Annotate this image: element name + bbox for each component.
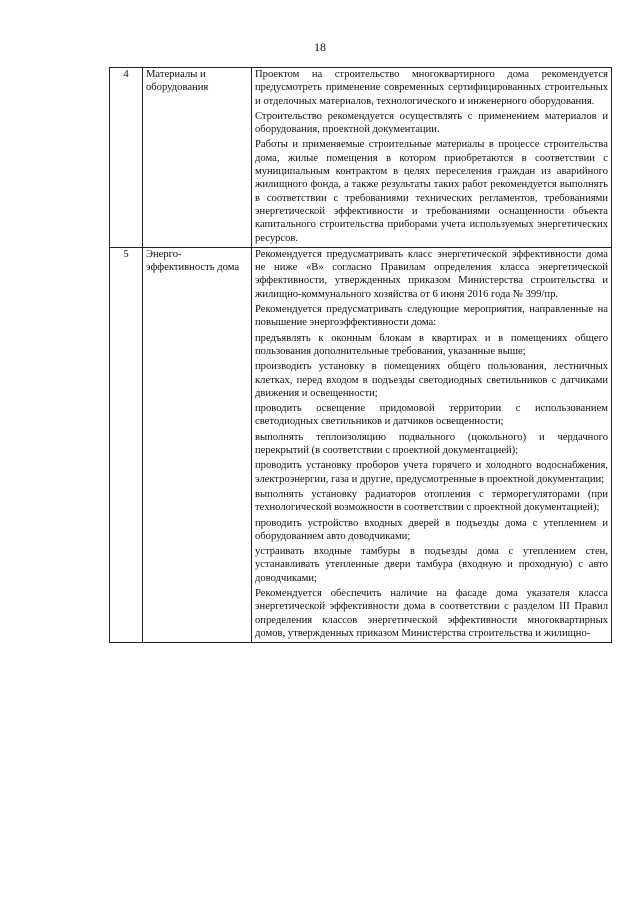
table-row xyxy=(110,247,612,642)
table-row xyxy=(110,68,612,248)
row-content xyxy=(252,68,612,248)
list-item: проводить устройство входных дверей в подъезды дома с утеплением и оборудованием авто доводчиками; xyxy=(255,517,608,542)
list-item: выполнять установку радиаторов отопления с терморегуляторами (при технологической возможности в соответствии с проектной документацией); xyxy=(255,488,608,514)
row-content xyxy=(252,247,612,642)
paragraph: Рекомендуется обеспечить наличие на фасаде дома указателя класса энергетической эффективности дома в соответствии с разделом III Правил определения классов энергетической эффективности многоквартирных домов, утвержденных приказом Министерства строительства и жилищно- xyxy=(255,587,608,639)
paragraph: Рекомендуется предусматривать класс энергетической эффективности дома не ниже «В» согласно Правилам определения класса энергетической эффективности, утвержденных приказом Министерства строительства и жилищно-коммунального хозяйства от 6 июня 2016 года № 399/пр. xyxy=(255,248,608,300)
list-item: предъявлять к оконным блокам в квартирах и в помещениях общего пользования дополнительные требования, указанные выше; xyxy=(255,332,608,357)
page-number: 18 xyxy=(314,40,326,54)
paragraph: Работы и применяемые строительные материалы в процессе строительства дома, жилые помещения в котором приобретаются в соответствии с муниципальным контрактом в целях переселения граждан из аварийного жилищного фонда, а также результаты таких работ рекомендуется выполнять в соответствии с требованиями технических регламентов, требованиями энергетической эффективности и требованиями оснащенности объекта капитального строительства приборами учета используемых энергетических ресурсов. xyxy=(255,139,608,244)
paragraph: Рекомендуется предусматривать следующие мероприятия, направленные на повышение энергоэффективности дома: xyxy=(255,304,608,329)
list-item: проводить установку проборов учета горячего и холодного водоснабжения, электроэнергии, газа и другие, предусмотренные в проектной документации; xyxy=(255,460,608,485)
requirements-table xyxy=(109,67,612,643)
list-item: выполнять теплоизоляцию подвального (цокольного) и чердачного перекрытий (в соответствии с проектной документацией); xyxy=(255,431,608,457)
row-number: 4 xyxy=(110,68,143,248)
list-item: устраивать входные тамбуры в подъезды дома с утеплением стен, устанавливать утепленные двери тамбура (входную и проходную) с авто доводчиками; xyxy=(255,546,608,584)
row-title: Материалы и оборудования xyxy=(143,68,252,248)
list-item: производить установку в помещениях общего пользования, лестничных клетках, перед входом в подъезды светодиодных светильников с датчиками движения и освещенности; xyxy=(255,361,608,399)
row-number: 5 xyxy=(110,247,143,642)
row-title: Энерго-эффективность дома xyxy=(143,247,252,642)
paragraph: Строительство рекомендуется осуществлять с применением материалов и оборудования, проектной документации. xyxy=(255,110,608,136)
paragraph: Проектом на строительство многоквартирного дома рекомендуется предусмотреть применение современных сертифицированных строительных и отделочных материалов, технологического и инженерного оборудования. xyxy=(255,69,608,107)
list-item: проводить освещение придомовой территории с использованием светодиодных светильников и датчиков освещенности; xyxy=(255,403,608,428)
